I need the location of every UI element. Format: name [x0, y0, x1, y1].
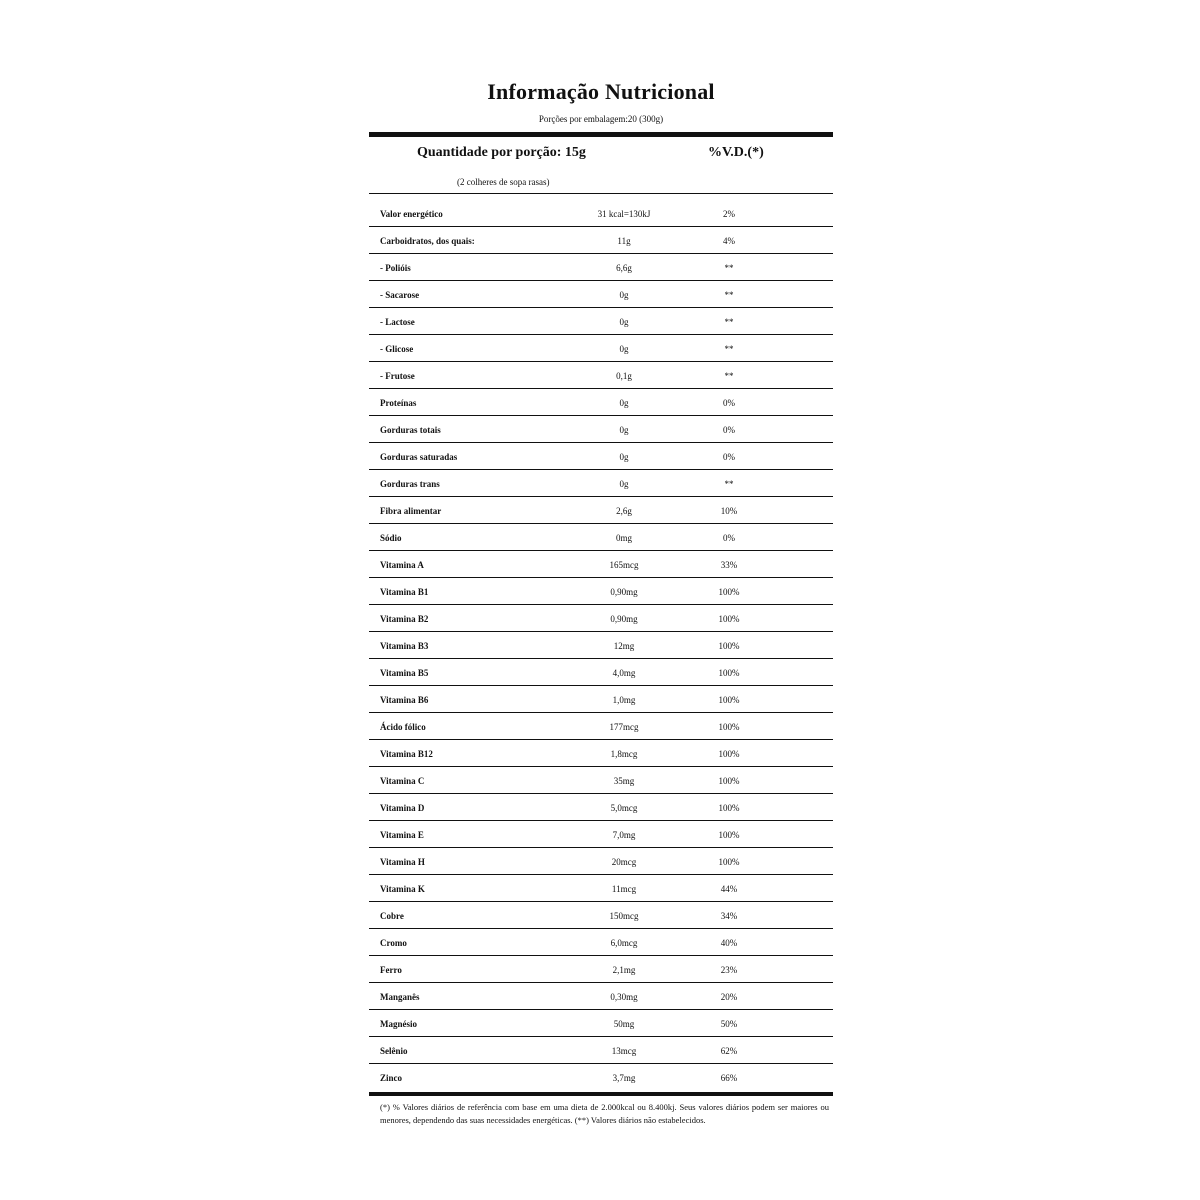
- table-row: [369, 497, 833, 524]
- nutrient-daily-value: 23%: [720, 965, 738, 975]
- nutrient-amount: 0mg: [615, 533, 632, 543]
- table-row: [369, 929, 833, 956]
- serving-size-label: Quantidade por porção: 15g: [417, 145, 586, 160]
- table-header: [369, 137, 833, 194]
- nutrient-daily-value: 50%: [720, 1019, 738, 1029]
- nutrient-name: Carboidratos, dos quais:: [380, 236, 475, 246]
- nutrient-amount: 31 kcal=130kJ: [597, 209, 651, 219]
- table-row: [369, 362, 833, 389]
- table-row: [369, 551, 833, 578]
- nutrient-daily-value: 44%: [720, 884, 738, 894]
- nutrient-name: Gorduras saturadas: [380, 452, 458, 462]
- nutrient-daily-value: 100%: [718, 857, 740, 867]
- table-row: [369, 524, 833, 551]
- nutrient-name: Gorduras trans: [380, 479, 440, 489]
- nutrient-name: Zinco: [380, 1073, 403, 1083]
- nutrient-amount: 1,8mcg: [610, 749, 638, 759]
- table-row: [369, 632, 833, 659]
- nutrient-daily-value: 100%: [718, 641, 740, 651]
- table-row: [369, 794, 833, 821]
- nutrient-daily-value: **: [724, 371, 734, 381]
- nutrient-amount: 13mcg: [611, 1046, 637, 1056]
- nutrient-amount: 4,0mg: [612, 668, 636, 678]
- nutrient-amount: 6,0mcg: [610, 938, 638, 948]
- nutrient-daily-value: 2%: [723, 209, 735, 219]
- nutrient-name: Gorduras totais: [380, 425, 441, 435]
- table-row: [369, 254, 833, 281]
- nutrient-amount: 177mcg: [609, 722, 639, 732]
- nutrient-amount: 6,6g: [616, 263, 632, 273]
- table-row: [369, 821, 833, 848]
- daily-value-header: %V.D.(*): [708, 145, 764, 160]
- table-row: [369, 227, 833, 254]
- nutrient-daily-value: 0%: [723, 452, 735, 462]
- table-row: [369, 335, 833, 362]
- nutrient-amount: 0g: [619, 344, 629, 354]
- nutrient-amount: 7,0mg: [612, 830, 636, 840]
- nutrient-daily-value: 100%: [718, 668, 740, 678]
- bottom-divider: [369, 1092, 833, 1096]
- nutrient-table: [369, 200, 833, 1090]
- nutrient-daily-value: 0%: [723, 425, 735, 435]
- nutrition-facts-label: [369, 78, 833, 1127]
- nutrient-name: Sódio: [380, 533, 402, 543]
- nutrient-name: - Frutose: [380, 371, 415, 381]
- nutrient-amount: 0,90mg: [610, 614, 638, 624]
- nutrient-amount: 0g: [619, 290, 629, 300]
- nutrient-daily-value: 40%: [720, 938, 738, 948]
- nutrient-name: Vitamina B3: [380, 641, 429, 651]
- nutrient-name: - Sacarose: [380, 290, 420, 300]
- nutrient-daily-value: 100%: [718, 749, 740, 759]
- nutrient-daily-value: 100%: [718, 587, 740, 597]
- nutrient-name: Selênio: [380, 1046, 408, 1056]
- nutrient-name: Vitamina B1: [380, 587, 429, 597]
- table-row: [369, 848, 833, 875]
- nutrient-amount: 0,30mg: [610, 992, 638, 1002]
- nutrient-amount: 50mg: [613, 1019, 635, 1029]
- nutrient-daily-value: 100%: [718, 614, 740, 624]
- nutrient-amount: 11g: [617, 236, 631, 246]
- nutrient-daily-value: 100%: [718, 776, 740, 786]
- table-row: [369, 605, 833, 632]
- nutrient-amount: 0g: [619, 479, 629, 489]
- table-row: [369, 470, 833, 497]
- nutrient-amount: 150mcg: [609, 911, 639, 921]
- table-row: [369, 200, 833, 227]
- servings-per-package: Porções por embalagem:20 (300g): [538, 114, 664, 124]
- label-title: Informação Nutricional: [487, 79, 715, 104]
- table-row: [369, 1037, 833, 1064]
- table-row: [369, 659, 833, 686]
- nutrient-name: Vitamina B12: [380, 749, 433, 759]
- nutrient-amount: 2,6g: [616, 506, 632, 516]
- nutrient-amount: 2,1mg: [612, 965, 636, 975]
- nutrient-daily-value: 10%: [720, 506, 738, 516]
- nutrient-daily-value: 100%: [718, 830, 740, 840]
- nutrient-daily-value: **: [724, 344, 734, 354]
- nutrient-daily-value: **: [724, 479, 734, 489]
- nutrient-daily-value: 33%: [720, 560, 738, 570]
- nutrient-name: Vitamina C: [380, 776, 425, 786]
- nutrient-amount: 0g: [619, 425, 629, 435]
- nutrient-amount: 3,7mg: [612, 1073, 636, 1083]
- nutrient-name: Vitamina B6: [380, 695, 429, 705]
- nutrient-name: Valor energético: [380, 209, 443, 219]
- nutrient-daily-value: 0%: [723, 398, 735, 408]
- nutrient-daily-value: 62%: [720, 1046, 738, 1056]
- nutrient-name: Ferro: [380, 965, 402, 975]
- nutrient-name: Magnésio: [380, 1019, 417, 1029]
- nutrient-daily-value: 34%: [720, 911, 738, 921]
- nutrient-amount: 0g: [619, 317, 629, 327]
- nutrient-name: Cobre: [380, 911, 404, 921]
- table-row: [369, 578, 833, 605]
- nutrient-amount: 0g: [619, 398, 629, 408]
- nutrient-name: Vitamina K: [380, 884, 425, 894]
- nutrient-daily-value: 100%: [718, 695, 740, 705]
- nutrient-daily-value: 0%: [723, 533, 735, 543]
- table-row: [369, 1064, 833, 1090]
- table-row: [369, 956, 833, 983]
- nutrient-name: Vitamina H: [380, 857, 425, 867]
- nutrient-amount: 20mcg: [611, 857, 637, 867]
- nutrient-daily-value: **: [724, 317, 734, 327]
- nutrient-daily-value: 4%: [723, 236, 735, 246]
- table-row: [369, 902, 833, 929]
- nutrient-name: Vitamina B5: [380, 668, 429, 678]
- table-row: [369, 686, 833, 713]
- nutrient-name: Vitamina B2: [380, 614, 429, 624]
- nutrient-amount: 0,90mg: [610, 587, 638, 597]
- table-row: [369, 281, 833, 308]
- nutrient-daily-value: **: [724, 290, 734, 300]
- table-row: [369, 740, 833, 767]
- nutrient-daily-value: 100%: [718, 722, 740, 732]
- footnote: (*) % Valores diários de referência com base em uma dieta de 2.000kcal ou 8.400kj. Seus valores diários podem ser maiores ou menores, dependendo das suas necessidades energéticas. (**) Valores diários não estabelecidos.: [380, 1102, 829, 1125]
- table-row: [369, 875, 833, 902]
- nutrient-name: Cromo: [380, 938, 407, 948]
- nutrient-amount: 12mg: [613, 641, 635, 651]
- nutrient-daily-value: 100%: [718, 803, 740, 813]
- nutrient-name: Manganês: [380, 992, 420, 1002]
- nutrient-daily-value: **: [724, 263, 734, 273]
- nutrient-daily-value: 66%: [720, 1073, 738, 1083]
- nutrient-amount: 35mg: [613, 776, 635, 786]
- table-row: [369, 416, 833, 443]
- nutrient-amount: 0,1g: [616, 371, 632, 381]
- nutrient-amount: 165mcg: [609, 560, 639, 570]
- nutrient-amount: 0g: [619, 452, 629, 462]
- nutrient-name: - Lactose: [380, 317, 415, 327]
- nutrient-name: Proteínas: [380, 398, 417, 408]
- nutrient-name: Ácido fólico: [380, 722, 426, 732]
- nutrient-daily-value: 20%: [720, 992, 738, 1002]
- nutrient-name: Vitamina E: [380, 830, 424, 840]
- serving-size-note: (2 colheres de sopa rasas): [457, 177, 550, 187]
- nutrient-amount: 5,0mcg: [610, 803, 638, 813]
- nutrient-name: Vitamina D: [380, 803, 425, 813]
- nutrient-amount: 11mcg: [611, 884, 637, 894]
- nutrient-name: Fibra alimentar: [380, 506, 442, 516]
- table-row: [369, 767, 833, 794]
- table-row: [369, 1010, 833, 1037]
- nutrient-name: - Glicose: [380, 344, 414, 354]
- table-row: [369, 308, 833, 335]
- nutrient-name: Vitamina A: [380, 560, 424, 570]
- nutrient-name: - Polióis: [380, 263, 411, 273]
- table-row: [369, 389, 833, 416]
- table-row: [369, 713, 833, 740]
- table-row: [369, 983, 833, 1010]
- nutrient-amount: 1,0mg: [612, 695, 636, 705]
- table-row: [369, 443, 833, 470]
